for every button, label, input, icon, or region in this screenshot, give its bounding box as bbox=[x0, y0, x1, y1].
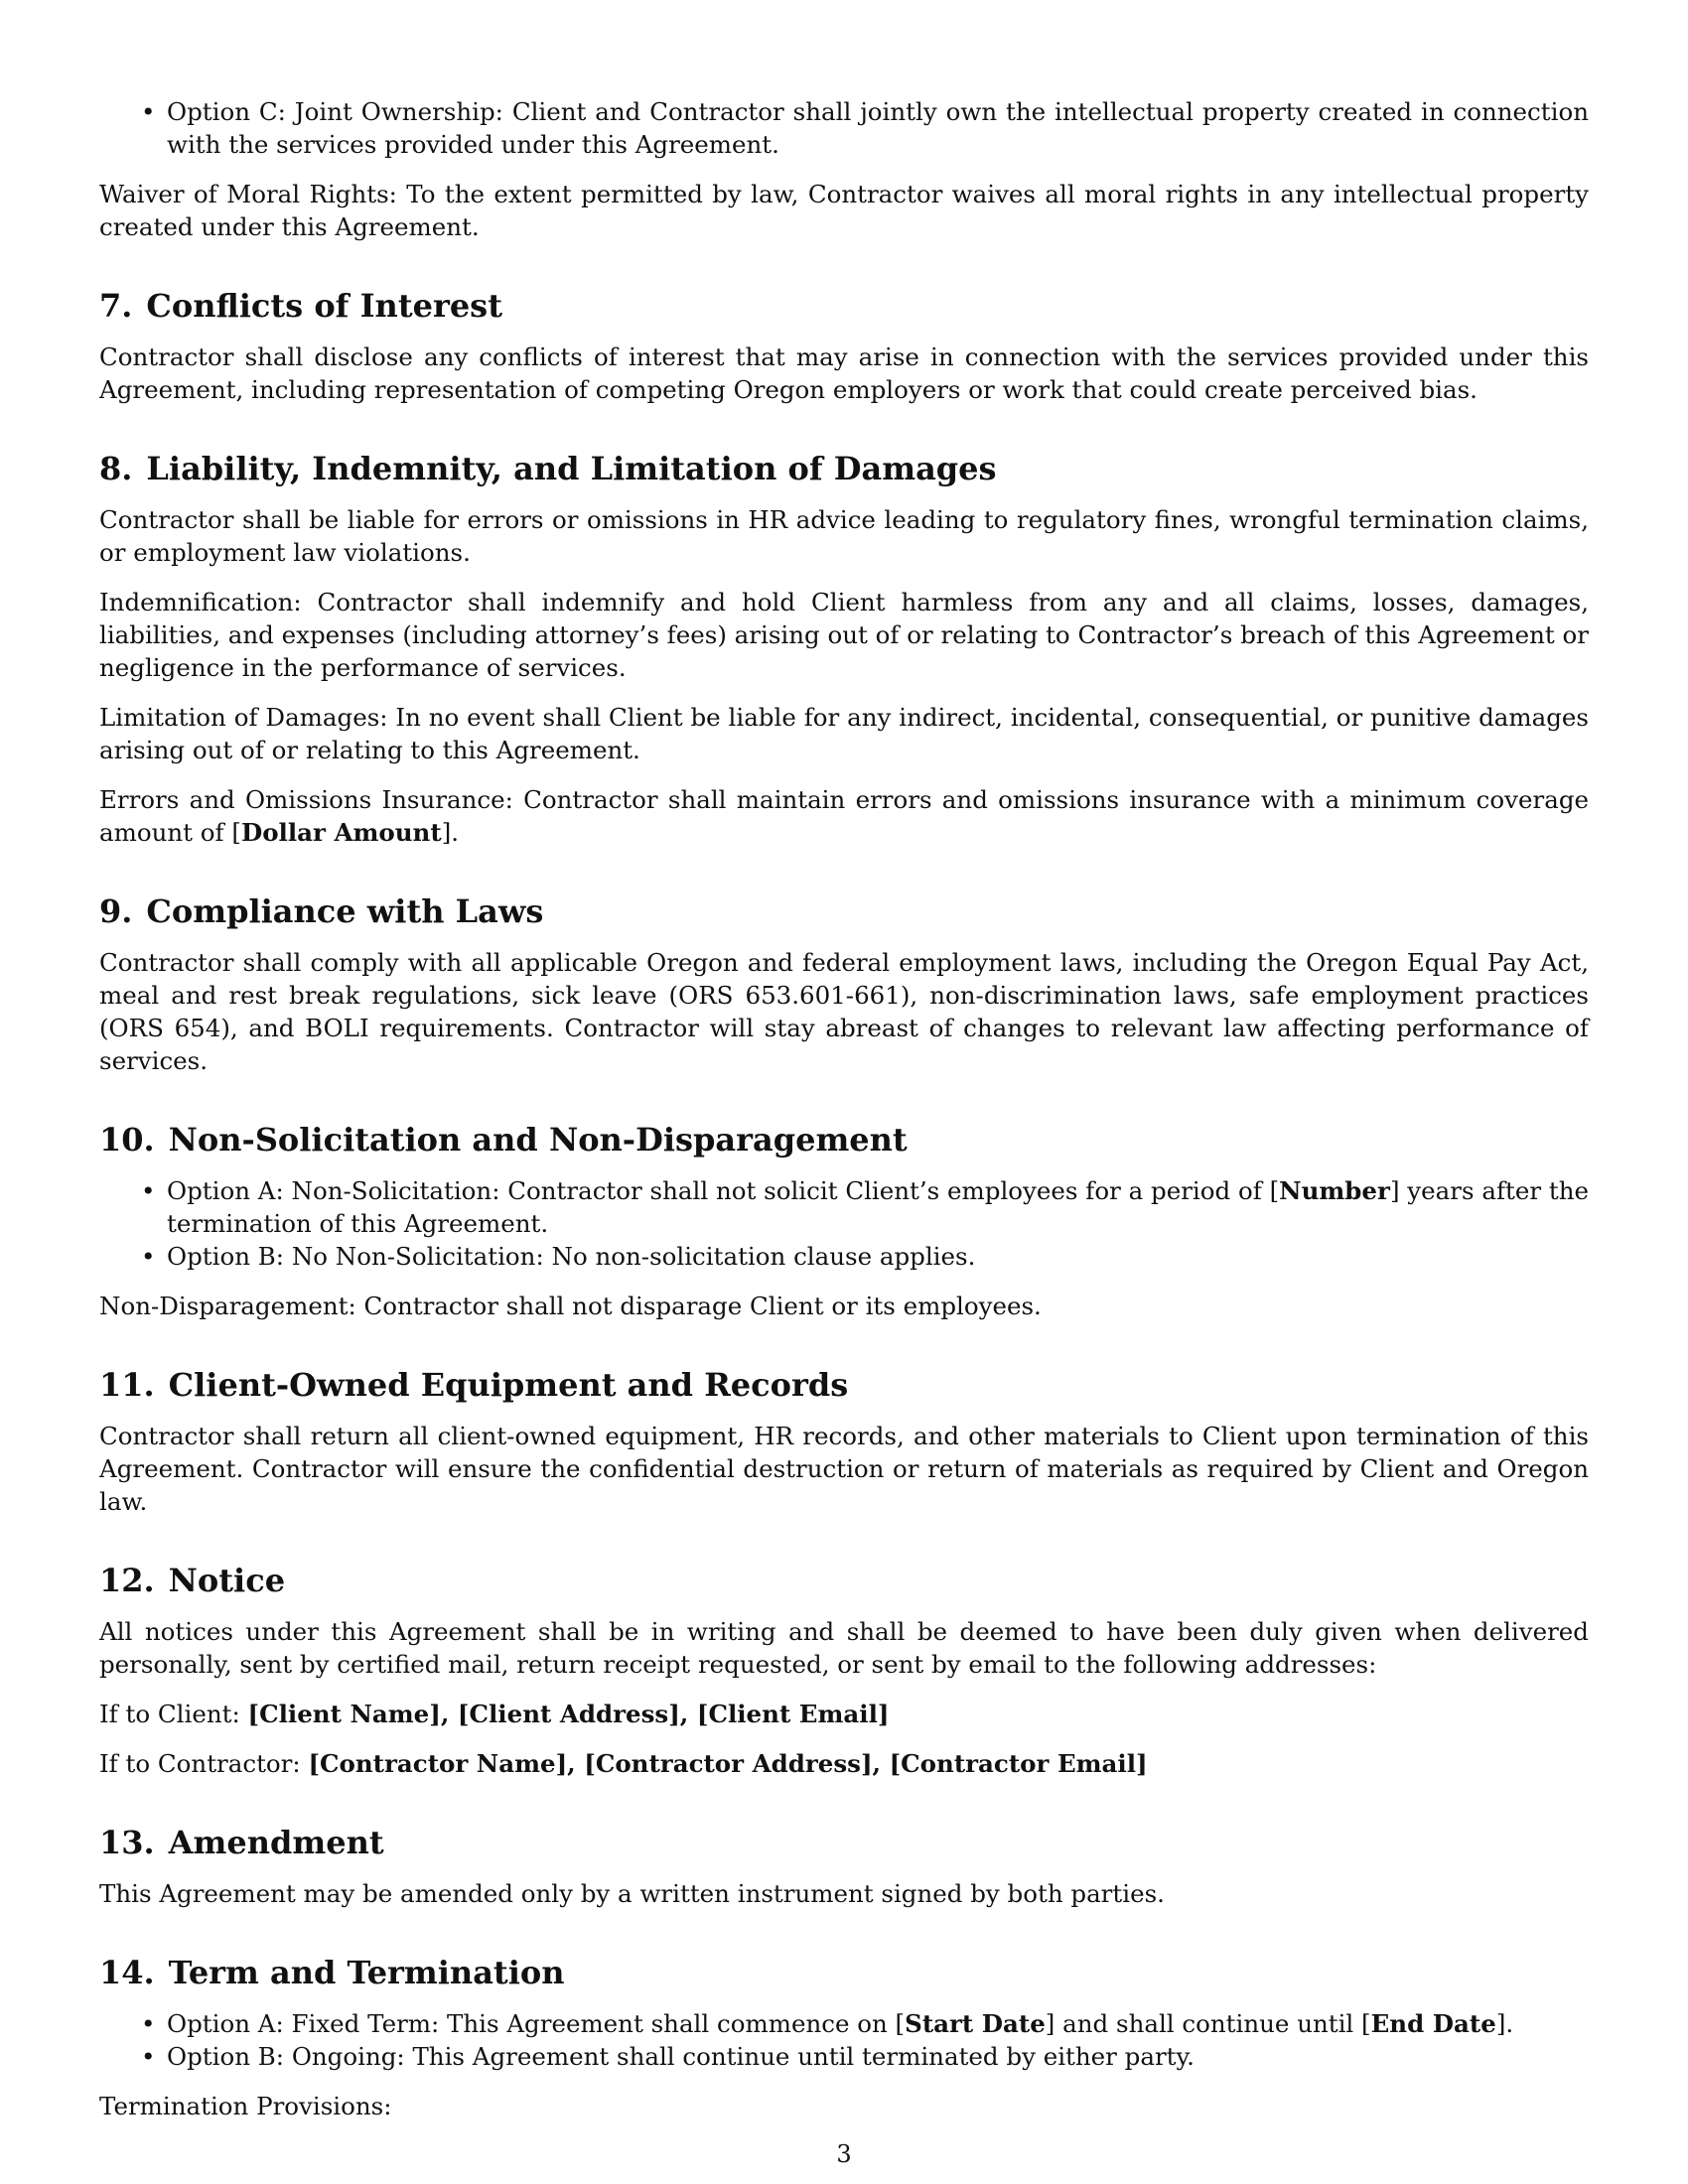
section-number: 8. bbox=[99, 450, 133, 487]
termination-provisions-paragraph: Termination Provisions: bbox=[99, 2092, 392, 2120]
text: Option A: Fixed Term: This Agreement shall commence on [ bbox=[167, 2009, 906, 2038]
paragraph: Contractor shall disclose any conflicts of interest that may arise in connection with the services provided under this Agreement, including representation of competing Oregon employers or work that could create perceived bias. bbox=[99, 342, 1589, 404]
section-title: Non-Solicitation and Non-Disparagement bbox=[168, 1121, 908, 1159]
list-item bbox=[167, 2007, 1589, 2040]
section-title: Term and Termination bbox=[168, 1954, 565, 1991]
text: Option A: Non-Solicitation: Contractor shall not solicit Client’s employees for a period of [ bbox=[167, 1176, 1280, 1205]
placeholder-client-details: [Client Name], [Client Address], [Client Email] bbox=[247, 1700, 890, 1728]
section-8-heading bbox=[99, 449, 1589, 488]
section-number: 9. bbox=[99, 892, 133, 930]
text: ] years after the termination of this Agreement. bbox=[167, 1176, 1589, 1238]
list-item: • Option C: Joint Ownership: Client and Contractor shall jointly own the intellectual property created in connection with the services provided under this Agreement. bbox=[167, 95, 1589, 161]
list-item: • Option B: No Non-Solicitation: No non-solicitation clause applies. bbox=[167, 1240, 1589, 1273]
section-number: 14. bbox=[99, 1954, 155, 1991]
section-title: Client-Owned Equipment and Records bbox=[168, 1366, 849, 1404]
client-address-line bbox=[99, 1698, 1589, 1730]
section-title: Notice bbox=[168, 1562, 286, 1599]
section-title: Conflicts of Interest bbox=[146, 287, 502, 325]
section-14-heading bbox=[99, 1953, 1589, 1992]
section-number: 11. bbox=[99, 1366, 155, 1404]
list-item: • Option B: Ongoing: This Agreement shall continue until terminated by either party. bbox=[167, 2040, 1589, 2073]
placeholder-end-date: End Date bbox=[1370, 2009, 1496, 2038]
section-11-heading bbox=[99, 1365, 1589, 1405]
text: ]. bbox=[441, 818, 460, 847]
page-number: 3 bbox=[836, 2140, 852, 2168]
section-number: 10. bbox=[99, 1121, 155, 1159]
paragraph: This Agreement may be amended only by a written instrument signed by both parties. bbox=[99, 1879, 1165, 1908]
section-12-heading bbox=[99, 1561, 1589, 1600]
placeholder-start-date: Start Date bbox=[905, 2009, 1046, 2038]
section-number: 13. bbox=[99, 1824, 155, 1861]
limitation-paragraph: Limitation of Damages: In no event shall Client be liable for any indirect, incidental, consequential, or punitive damages arising out of or relating to this Agreement. bbox=[99, 703, 1589, 764]
indemnification-paragraph: Indemnification: Contractor shall indemnify and hold Client harmless from any and all claims, losses, damages, liabilities, and expenses (including attorney’s fees) arising out of or relating to Contractor’s breach of this Agreement or negligence in the performance of services. bbox=[99, 588, 1589, 682]
section-title: Compliance with Laws bbox=[146, 892, 544, 930]
paragraph: Contractor shall return all client-owned equipment, HR records, and other materials to Client upon termination of this Agreement. Contractor will ensure the confidential destruction or return of materials as required by Client and Oregon law. bbox=[99, 1422, 1589, 1516]
text: If to Client: bbox=[99, 1700, 248, 1728]
section-title: Liability, Indemnity, and Limitation of Damages bbox=[146, 450, 997, 487]
text: Errors and Omissions Insurance: Contractor shall maintain errors and omissions insurance with a minimum coverage amount of [ bbox=[99, 785, 1589, 847]
placeholder-contractor-details: [Contractor Name], [Contractor Address], [Contractor Email] bbox=[308, 1749, 1148, 1778]
section-number: 12. bbox=[99, 1562, 155, 1599]
non-solicitation-options-list bbox=[99, 1174, 1589, 1273]
section-13-heading bbox=[99, 1823, 1589, 1862]
text: ]. bbox=[1495, 2009, 1514, 2038]
section-10-heading bbox=[99, 1120, 1589, 1160]
ip-ownership-options-list bbox=[99, 95, 1589, 161]
insurance-paragraph bbox=[99, 783, 1589, 849]
placeholder-dollar-amount: Dollar Amount bbox=[240, 818, 442, 847]
section-9-heading bbox=[99, 891, 1589, 931]
document-page bbox=[99, 95, 1589, 2139]
term-options-list bbox=[99, 2007, 1589, 2073]
paragraph: All notices under this Agreement shall be in writing and shall be deemed to have been duly given when delivered personally, sent by certified mail, return receipt requested, or sent by email to the following addresses: bbox=[99, 1617, 1589, 1679]
paragraph: Contractor shall be liable for errors or omissions in HR advice leading to regulatory fines, wrongful termination claims, or employment law violations. bbox=[99, 505, 1589, 567]
list-item bbox=[167, 1174, 1589, 1240]
moral-rights-paragraph: Waiver of Moral Rights: To the extent permitted by law, Contractor waives all moral rights in any intellectual property created under this Agreement. bbox=[99, 180, 1589, 241]
contractor-address-line bbox=[99, 1747, 1589, 1780]
placeholder-number: Number bbox=[1279, 1176, 1390, 1205]
text: ] and shall continue until [ bbox=[1045, 2009, 1371, 2038]
non-disparagement-paragraph: Non-Disparagement: Contractor shall not disparage Client or its employees. bbox=[99, 1292, 1042, 1320]
section-number: 7. bbox=[99, 287, 133, 325]
text: If to Contractor: bbox=[99, 1749, 309, 1778]
paragraph: Contractor shall comply with all applicable Oregon and federal employment laws, including the Oregon Equal Pay Act, meal and rest break regulations, sick leave (ORS 653.601-661), non-discrimination laws, safe employment practices (ORS 654), and BOLI requirements. Contractor will stay abreast of changes to relevant law affecting performance of services. bbox=[99, 948, 1589, 1075]
section-title: Amendment bbox=[168, 1824, 384, 1861]
section-7-heading bbox=[99, 286, 1589, 326]
